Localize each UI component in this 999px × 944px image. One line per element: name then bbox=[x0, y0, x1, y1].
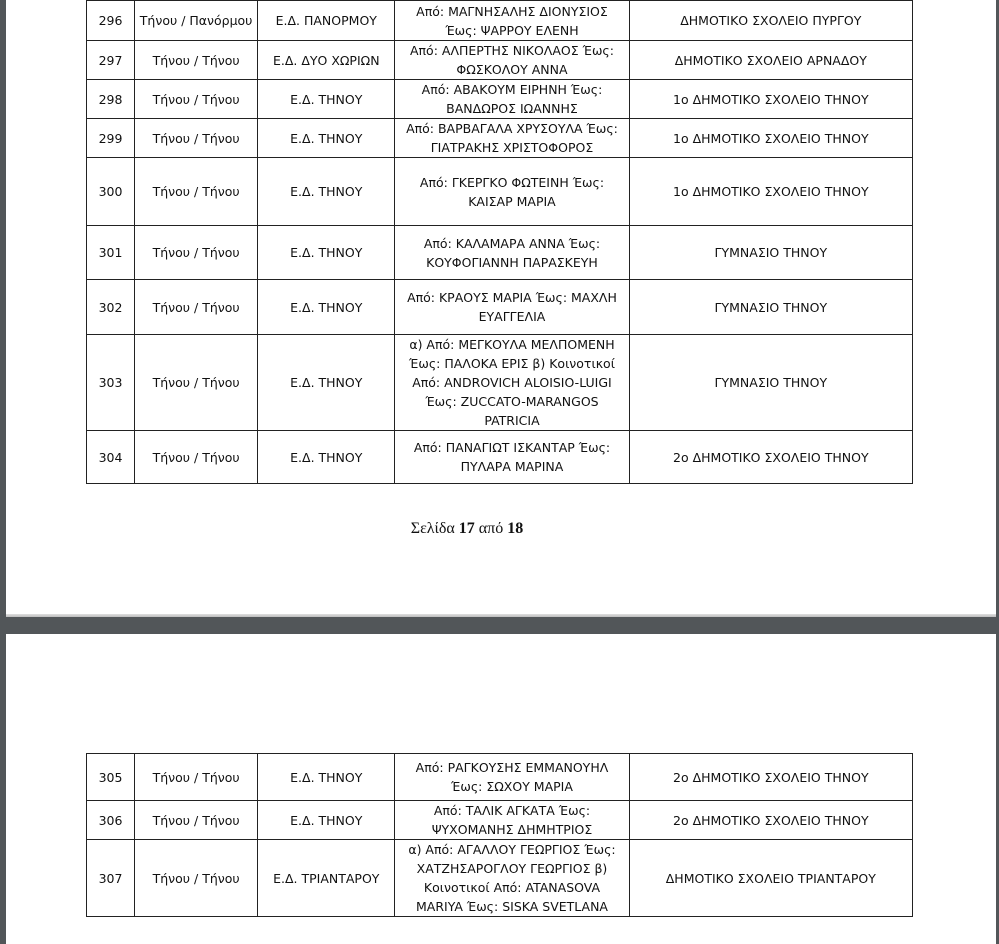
unit-cell: Ε.Δ. ΤΡΙΑΝΤΑΡΟΥ bbox=[258, 840, 395, 917]
table-row bbox=[87, 431, 913, 484]
row-number: 305 bbox=[87, 754, 135, 801]
voter-range-cell: α) Από: ΑΓΑΛΛΟΥ ΓΕΩΡΓΙΟΣ Έως: ΧΑΤΖΗΣΑΡΟΓΛΟΥ ΓΕΩΡΓΙΟΣ β) Κοινοτικοί Από: ATANASOVA MARIYA Έως: SISKA SVETLANA bbox=[395, 840, 629, 917]
municipality-cell: Τήνου / Τήνου bbox=[135, 754, 258, 801]
school-cell: ΔΗΜΟΤΙΚΟ ΣΧΟΛΕΙΟ ΤΡΙΑΝΤΑΡΟΥ bbox=[629, 840, 912, 917]
table-row bbox=[87, 158, 913, 226]
table-row bbox=[87, 119, 913, 158]
table-row bbox=[87, 80, 913, 119]
document-page-18 bbox=[6, 634, 996, 944]
unit-cell: Ε.Δ. ΤΗΝΟΥ bbox=[258, 335, 395, 431]
footer-middle: από bbox=[478, 520, 504, 537]
school-cell: ΓΥΜΝΑΣΙΟ ΤΗΝΟΥ bbox=[629, 280, 912, 335]
voter-range-cell: Από: ΤΑΛΙΚ ΑΓΚΑΤΑ Έως: ΨΥΧΟΜΑΝΗΣ ΔΗΜΗΤΡΙΟΣ bbox=[395, 801, 629, 840]
row-number: 299 bbox=[87, 119, 135, 158]
municipality-cell: Τήνου / Τήνου bbox=[135, 226, 258, 280]
document-page-17 bbox=[6, 0, 996, 617]
table-row bbox=[87, 41, 913, 80]
unit-cell: Ε.Δ. ΔΥΟ ΧΩΡΙΩΝ bbox=[258, 41, 395, 80]
school-cell: ΔΗΜΟΤΙΚΟ ΣΧΟΛΕΙΟ ΑΡΝΑΔΟΥ bbox=[629, 41, 912, 80]
page-number-footer bbox=[6, 520, 928, 538]
unit-cell: Ε.Δ. ΤΗΝΟΥ bbox=[258, 754, 395, 801]
voter-range-cell: Από: ΚΡΑΟΥΣ ΜΑΡΙΑ Έως: ΜΑΧΛΗ ΕΥΑΓΓΕΛΙΑ bbox=[395, 280, 629, 335]
unit-cell: Ε.Δ. ΤΗΝΟΥ bbox=[258, 119, 395, 158]
row-number: 306 bbox=[87, 801, 135, 840]
school-cell: 1ο ΔΗΜΟΤΙΚΟ ΣΧΟΛΕΙΟ ΤΗΝΟΥ bbox=[629, 80, 912, 119]
table-row bbox=[87, 1, 913, 41]
footer-prefix: Σελίδα bbox=[410, 520, 455, 537]
municipality-cell: Τήνου / Τήνου bbox=[135, 80, 258, 119]
school-cell: ΓΥΜΝΑΣΙΟ ΤΗΝΟΥ bbox=[629, 335, 912, 431]
row-number: 297 bbox=[87, 41, 135, 80]
school-cell: 1ο ΔΗΜΟΤΙΚΟ ΣΧΟΛΕΙΟ ΤΗΝΟΥ bbox=[629, 119, 912, 158]
unit-cell: Ε.Δ. ΠΑΝΟΡΜΟΥ bbox=[258, 1, 395, 41]
row-number: 301 bbox=[87, 226, 135, 280]
row-number: 298 bbox=[87, 80, 135, 119]
municipality-cell: Τήνου / Τήνου bbox=[135, 158, 258, 226]
row-number: 303 bbox=[87, 335, 135, 431]
municipality-cell: Τήνου / Τήνου bbox=[135, 801, 258, 840]
municipality-cell: Τήνου / Τήνου bbox=[135, 335, 258, 431]
row-number: 302 bbox=[87, 280, 135, 335]
municipality-cell: Τήνου / Τήνου bbox=[135, 41, 258, 80]
voter-range-cell: Από: ΑΒΑΚΟΥΜ ΕΙΡΗΝΗ Έως: ΒΑΝΔΩΡΟΣ ΙΩΑΝΝΗΣ bbox=[395, 80, 629, 119]
school-cell: ΓΥΜΝΑΣΙΟ ΤΗΝΟΥ bbox=[629, 226, 912, 280]
row-number: 304 bbox=[87, 431, 135, 484]
table-row bbox=[87, 840, 913, 917]
municipality-cell: Τήνου / Τήνου bbox=[135, 119, 258, 158]
unit-cell: Ε.Δ. ΤΗΝΟΥ bbox=[258, 431, 395, 484]
row-number: 296 bbox=[87, 1, 135, 41]
table-row bbox=[87, 280, 913, 335]
footer-current-page: 17 bbox=[458, 520, 475, 537]
unit-cell: Ε.Δ. ΤΗΝΟΥ bbox=[258, 80, 395, 119]
voter-range-cell: α) Από: ΜΕΓΚΟΥΛΑ ΜΕΛΠΟΜΕΝΗ Έως: ΠΑΛΟΚΑ ΕΡΙΣ β) Κοινοτικοί Από: ANDROVICH ALOISIO-LUIGI Έως: ZUCCATO-MARANGOS PATRICIA bbox=[395, 335, 629, 431]
school-cell: 2ο ΔΗΜΟΤΙΚΟ ΣΧΟΛΕΙΟ ΤΗΝΟΥ bbox=[629, 431, 912, 484]
voter-range-cell: Από: ΑΛΠΕΡΤΗΣ ΝΙΚΟΛΑΟΣ Έως: ΦΩΣΚΟΛΟΥ ΑΝΝΑ bbox=[395, 41, 629, 80]
table-row bbox=[87, 226, 913, 280]
unit-cell: Ε.Δ. ΤΗΝΟΥ bbox=[258, 226, 395, 280]
row-number: 307 bbox=[87, 840, 135, 917]
school-cell: 2ο ΔΗΜΟΤΙΚΟ ΣΧΟΛΕΙΟ ΤΗΝΟΥ bbox=[629, 754, 912, 801]
school-cell: 2ο ΔΗΜΟΤΙΚΟ ΣΧΟΛΕΙΟ ΤΗΝΟΥ bbox=[629, 801, 912, 840]
voter-range-cell: Από: ΚΑΛΑΜΑΡΑ ΑΝΝΑ Έως: ΚΟΥΦΟΓΙΑΝΝΗ ΠΑΡΑΣΚΕΥΗ bbox=[395, 226, 629, 280]
voter-range-cell: Από: ΡΑΓΚΟΥΣΗΣ ΕΜΜΑΝΟΥΗΛ Έως: ΣΩΧΟΥ ΜΑΡΙΑ bbox=[395, 754, 629, 801]
voter-range-cell: Από: ΜΑΓΝΗΣΑΛΗΣ ΔΙΟΝΥΣΙΟΣ Έως: ΨΑΡΡΟΥ ΕΛΕΝΗ bbox=[395, 1, 629, 41]
table-row bbox=[87, 801, 913, 840]
polling-stations-table bbox=[86, 0, 913, 484]
school-cell: ΔΗΜΟΤΙΚΟ ΣΧΟΛΕΙΟ ΠΥΡΓΟΥ bbox=[629, 1, 912, 41]
municipality-cell: Τήνου / Πανόρμου bbox=[135, 1, 258, 41]
unit-cell: Ε.Δ. ΤΗΝΟΥ bbox=[258, 158, 395, 226]
voter-range-cell: Από: ΠΑΝΑΓΙΩΤ ΙΣΚΑΝΤΑΡ Έως: ΠΥΛΑΡΑ ΜΑΡΙΝΑ bbox=[395, 431, 629, 484]
footer-total-pages: 18 bbox=[507, 520, 524, 537]
unit-cell: Ε.Δ. ΤΗΝΟΥ bbox=[258, 801, 395, 840]
unit-cell: Ε.Δ. ΤΗΝΟΥ bbox=[258, 280, 395, 335]
voter-range-cell: Από: ΓΚΕΡΓΚΟ ΦΩΤΕΙΝΗ Έως: ΚΑΙΣΑΡ ΜΑΡΙΑ bbox=[395, 158, 629, 226]
row-number: 300 bbox=[87, 158, 135, 226]
polling-stations-table bbox=[86, 753, 913, 917]
school-cell: 1ο ΔΗΜΟΤΙΚΟ ΣΧΟΛΕΙΟ ΤΗΝΟΥ bbox=[629, 158, 912, 226]
municipality-cell: Τήνου / Τήνου bbox=[135, 431, 258, 484]
municipality-cell: Τήνου / Τήνου bbox=[135, 280, 258, 335]
voter-range-cell: Από: ΒΑΡΒΑΓΑΛΑ ΧΡΥΣΟΥΛΑ Έως: ΓΙΑΤΡΑΚΗΣ ΧΡΙΣΤΟΦΟΡΟΣ bbox=[395, 119, 629, 158]
municipality-cell: Τήνου / Τήνου bbox=[135, 840, 258, 917]
table-row bbox=[87, 335, 913, 431]
table-row bbox=[87, 754, 913, 801]
